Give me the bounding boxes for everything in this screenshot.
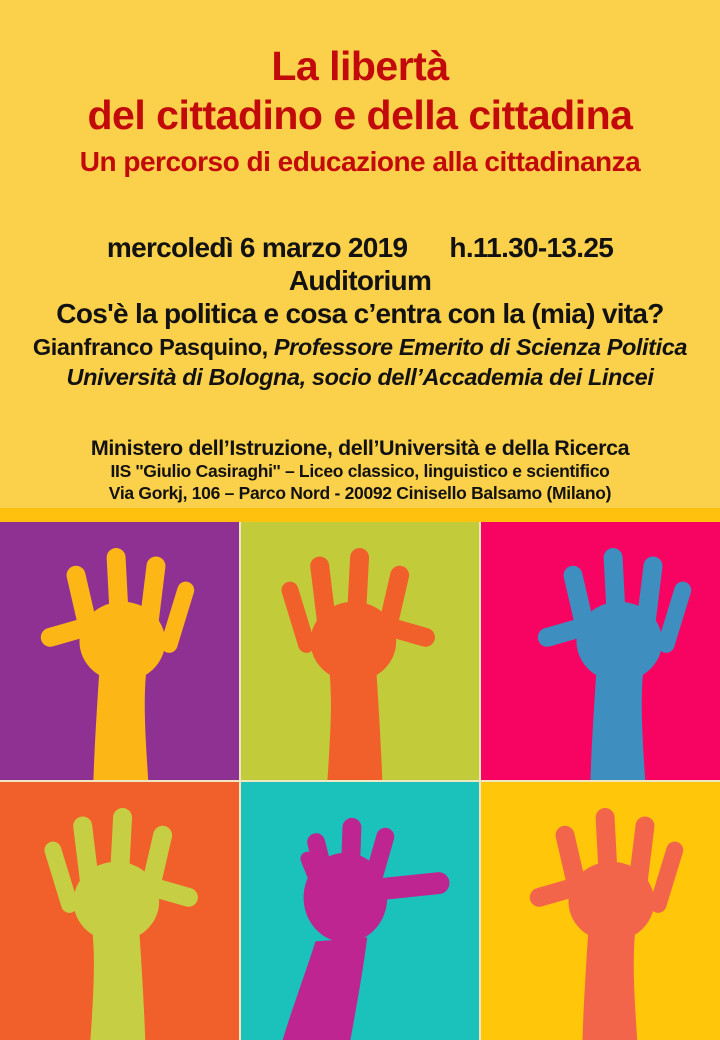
speaker-affiliation: Università di Bologna, socio dell’Accademia dei Lincei: [66, 364, 654, 390]
speaker-name: Gianfranco Pasquino,: [32, 334, 268, 360]
raised-hand-top-middle: [241, 522, 476, 780]
divider-band: [0, 508, 720, 522]
poster-header: [0, 0, 720, 179]
event-venue: Auditorium: [288, 265, 432, 296]
speaker-line: [0, 332, 720, 362]
hand-panel-top-right: [481, 522, 720, 780]
event-details: [0, 231, 720, 392]
event-time: h.11.30-13.25: [449, 232, 614, 263]
poster-title-line1: La libertà: [271, 43, 449, 89]
raised-hand-bottom-left: [0, 782, 239, 1040]
raised-hand-bottom-right: [489, 782, 720, 1040]
hand-panel-bottom-middle: [241, 782, 480, 1040]
hand-panel-bottom-right: [481, 782, 720, 1040]
speaker-title: Professore Emerito di Scienza Politica: [267, 334, 688, 360]
address-line: Via Gorkj, 106 – Parco Nord - 20092 Cinisello Balsamo (Milano): [108, 482, 612, 503]
event-date-time: [0, 231, 720, 264]
poster-title-line2: del cittadino e della cittadina: [87, 92, 633, 138]
school-line: IIS ''Giulio Casiraghi'' – Liceo classico, linguistico e scientifico: [110, 461, 610, 481]
raised-hand-top-right: [497, 522, 720, 780]
raised-hand-bottom-middle: [241, 782, 480, 1040]
organization-details: [0, 436, 720, 504]
hand-panel-top-left: [0, 522, 239, 780]
event-date: mercoledì 6 marzo 2019: [106, 232, 408, 263]
poster-subtitle: Un percorso di educazione alla cittadinanza: [79, 146, 641, 177]
event-topic: Cos'è la politica e cosa c’entra con la (mia) vita?: [56, 298, 664, 329]
raised-hand-top-left: [0, 522, 239, 780]
hands-illustration-grid: [0, 522, 720, 1040]
hand-panel-top-middle: [241, 522, 480, 780]
hand-panel-bottom-left: [0, 782, 239, 1040]
ministry-line: Ministero dell’Istruzione, dell’Università e della Ricerca: [90, 436, 630, 460]
